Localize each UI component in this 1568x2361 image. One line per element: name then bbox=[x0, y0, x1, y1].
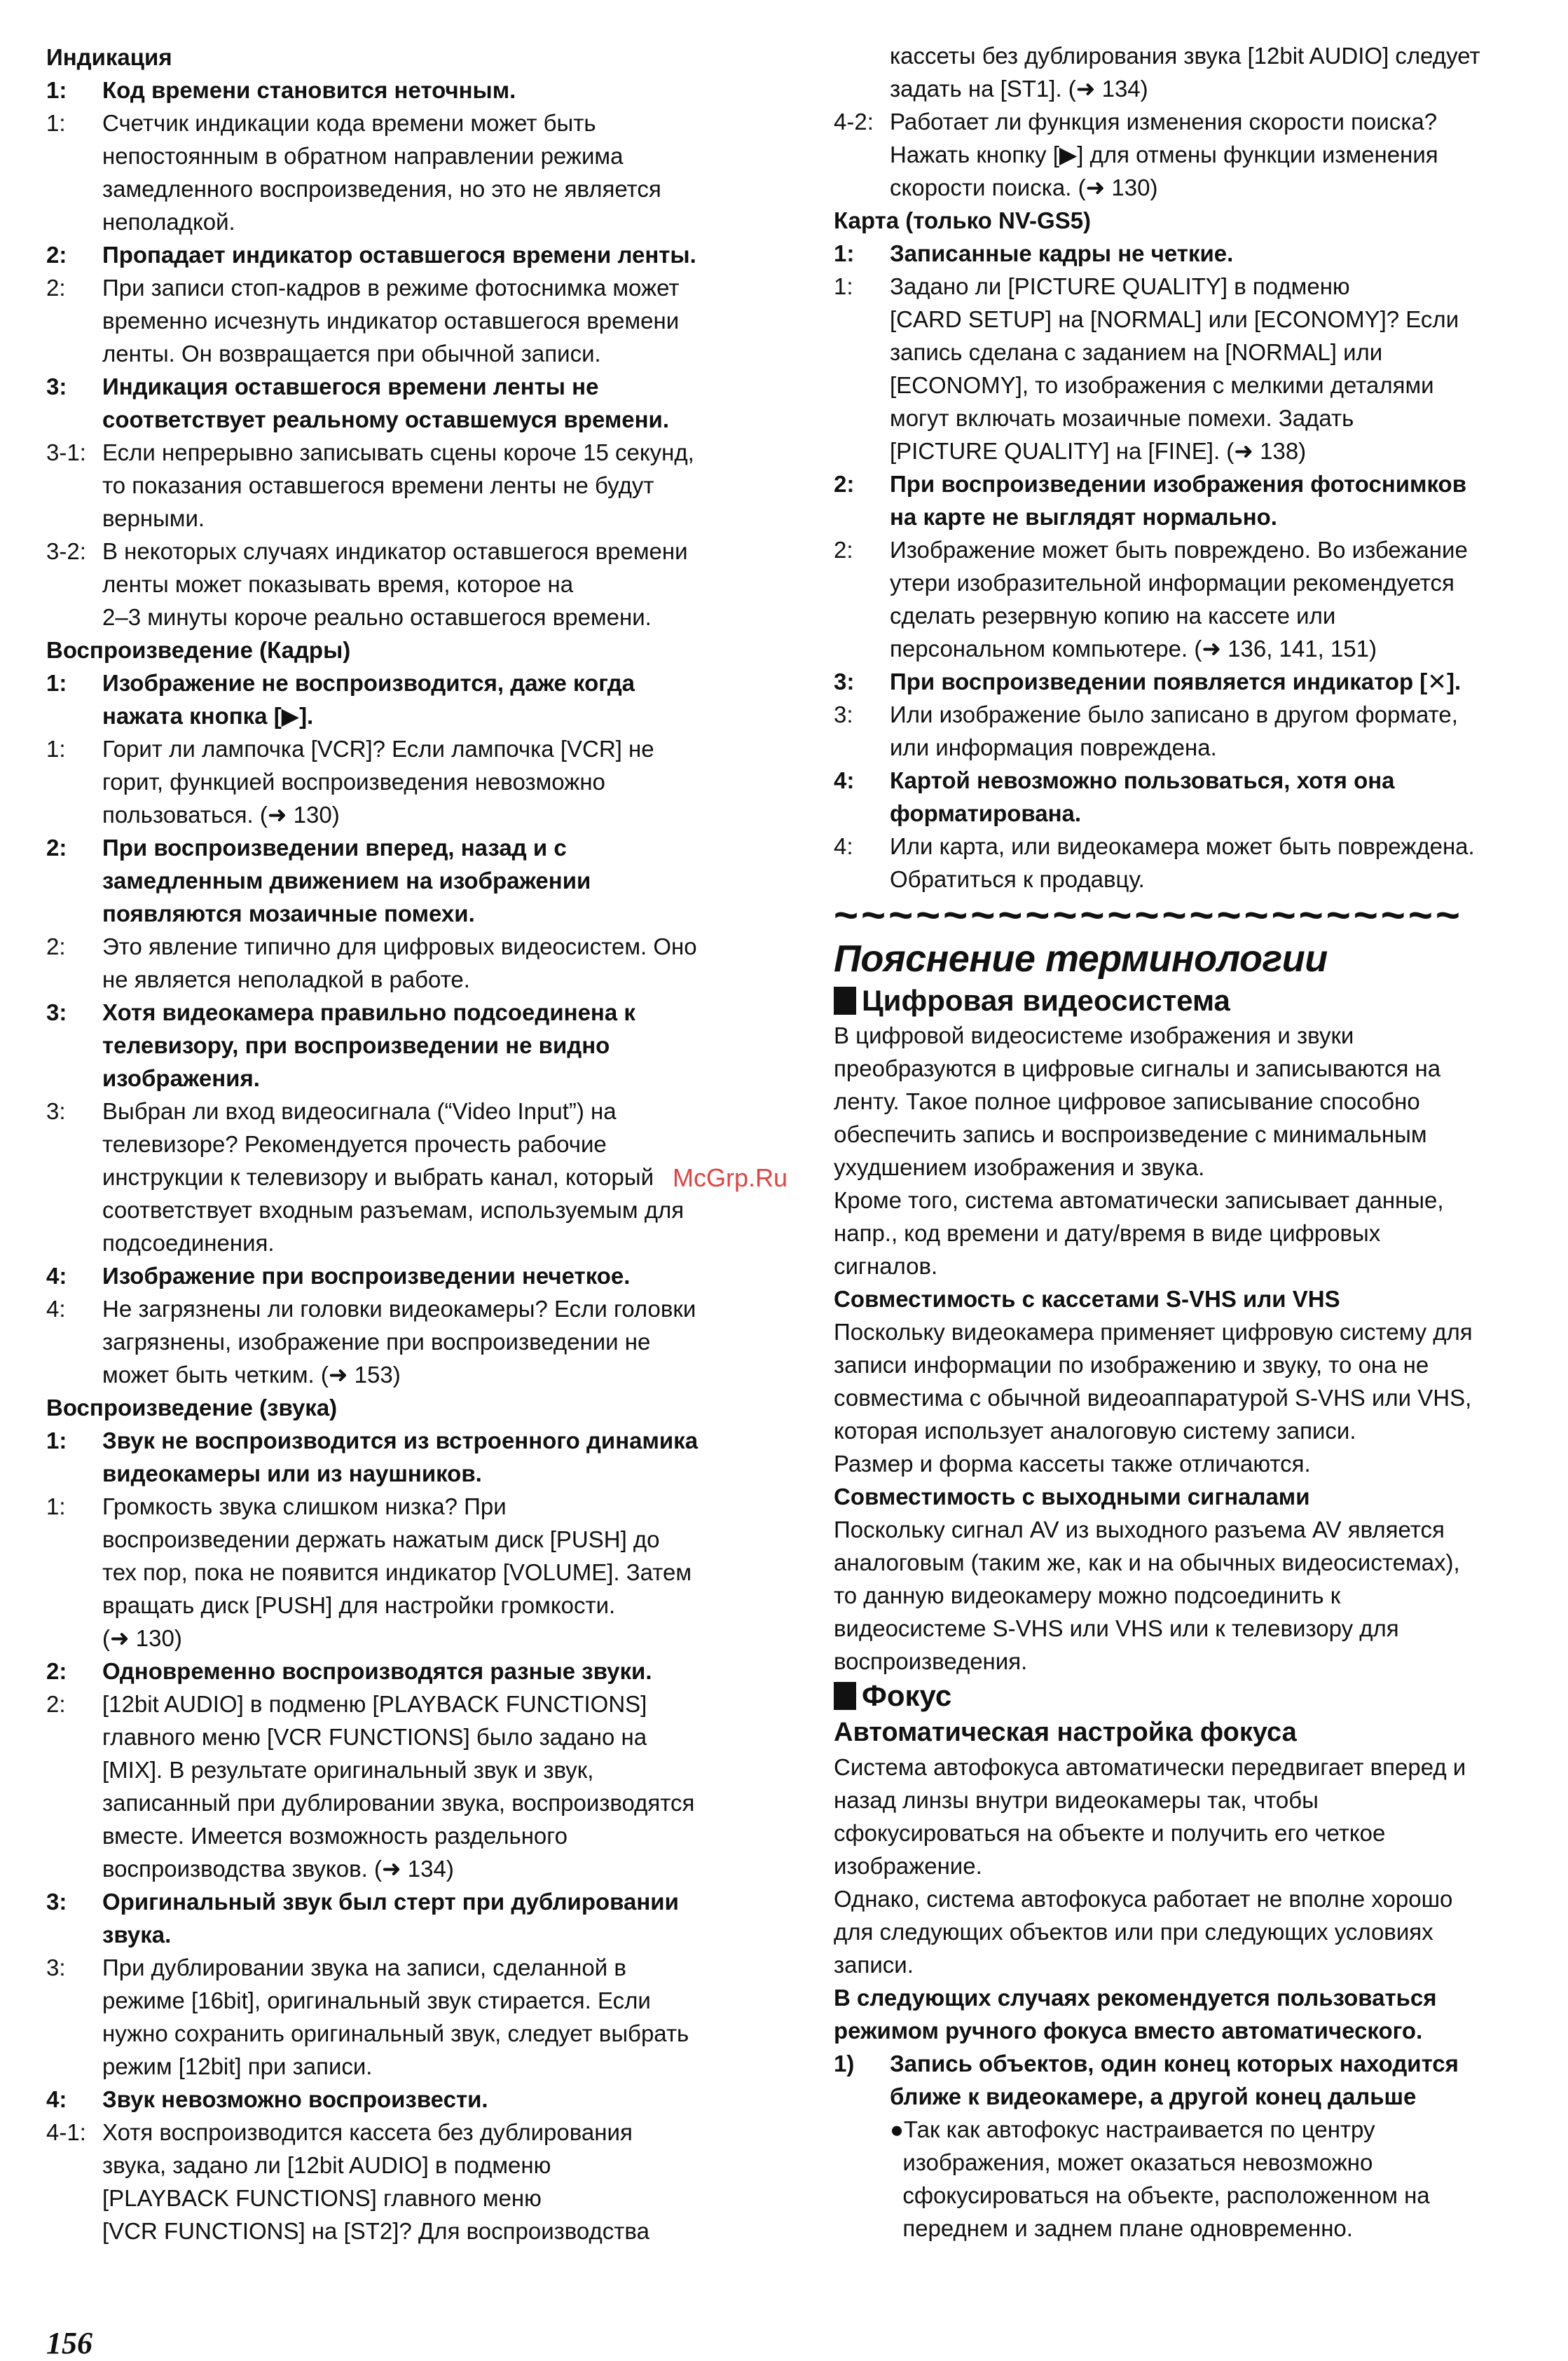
section-heading: Воспроизведение (звука) bbox=[46, 1395, 338, 1421]
entry-text bbox=[890, 467, 1534, 533]
entry-line: пользоваться. (➜ 130) bbox=[102, 802, 340, 828]
paragraph-line: напр., код времени и дату/время в виде цифровых bbox=[834, 1220, 1381, 1246]
entry-line: [PICTURE QUALITY] на [FINE]. (➜ 138) bbox=[890, 438, 1307, 464]
entry-number: 3: bbox=[834, 702, 853, 727]
entry-text bbox=[102, 996, 768, 1095]
entry-line: кассеты без дублирования звука [12bit AUDIO] следует bbox=[890, 43, 1480, 69]
paragraph-line: Поскольку видеокамера применяет цифровую систему для bbox=[834, 1319, 1473, 1345]
paragraph-line: то данную видеокамеру можно подсоединить к bbox=[834, 1582, 1341, 1608]
entry-text bbox=[102, 535, 768, 634]
entry-line: Изображение может быть повреждено. Во избежание bbox=[890, 537, 1468, 563]
entry-line: Хотя воспроизводится кассета без дублирования bbox=[102, 2119, 633, 2145]
question-entry bbox=[46, 831, 768, 930]
entry-line: телевизоре? Рекомендуется прочесть рабочие bbox=[102, 1131, 607, 1157]
terminology-title: Пояснение терминологии bbox=[834, 938, 1328, 980]
black-square-icon bbox=[834, 1682, 856, 1710]
question-entry bbox=[46, 666, 768, 732]
entry-text bbox=[890, 2047, 1534, 2113]
entry-line: Одновременно воспроизводятся разные звуки. bbox=[102, 1658, 652, 1684]
entry-number: 3: bbox=[834, 669, 855, 694]
answer-entry bbox=[46, 1490, 768, 1655]
entry-line: [PLAYBACK FUNCTIONS] главного меню bbox=[102, 2185, 542, 2211]
entry-number: 4: bbox=[46, 1296, 66, 1322]
entry-number: 2: bbox=[46, 275, 66, 301]
answer-entry bbox=[834, 698, 1534, 764]
entry-number: 3-1: bbox=[46, 439, 86, 465]
entry-text bbox=[102, 271, 768, 370]
entry-line: тех пор, пока не появится индикатор [VOLUME]. Затем bbox=[102, 1559, 692, 1585]
answer-entry bbox=[46, 1292, 768, 1391]
entry-line: При воспроизведении вперед, назад и с bbox=[102, 835, 567, 861]
answer-entry bbox=[46, 1095, 768, 1259]
entry-line: не является неполадкой в работе. bbox=[102, 966, 470, 992]
question-entry bbox=[46, 74, 768, 107]
right-column bbox=[834, 39, 1534, 2245]
answer-entry bbox=[46, 107, 768, 238]
entry-number: 3: bbox=[46, 1098, 66, 1124]
answer-entry bbox=[46, 732, 768, 831]
term-heading bbox=[834, 983, 1534, 1019]
entry-line: [ECONOMY], то изображения с мелкими деталями bbox=[890, 372, 1434, 398]
entry-text bbox=[890, 237, 1534, 270]
entry-text bbox=[102, 1292, 768, 1391]
paragraph-line: Система автофокуса автоматически передвигает вперед и bbox=[834, 1754, 1466, 1780]
answer-entry bbox=[834, 270, 1534, 467]
entry-line: Счетчик индикации кода времени может быть bbox=[102, 110, 596, 136]
entry-number: 3: bbox=[46, 374, 67, 399]
paragraph-line: для следующих объектов или при следующих условиях bbox=[834, 1919, 1433, 1945]
entry-number bbox=[834, 39, 890, 105]
entry-line: ближе к видеокамере, а другой конец дальше bbox=[890, 2083, 1417, 2109]
entry-text bbox=[102, 2083, 768, 2116]
entry-line: главного меню [VCR FUNCTIONS] было задано на bbox=[102, 1724, 647, 1750]
entry-text bbox=[890, 830, 1534, 896]
entry-text bbox=[102, 370, 768, 436]
entry-number: 1: bbox=[46, 670, 67, 696]
answer-entry bbox=[46, 436, 768, 535]
question-entry bbox=[46, 996, 768, 1095]
entry-number: 4: bbox=[46, 2086, 67, 2112]
entry-line: вращать диск [PUSH] для настройки громкости. bbox=[102, 1592, 616, 1618]
page-number: 156 bbox=[46, 2326, 92, 2360]
entry-line: записанный при дублировании звука, воспроизводятся bbox=[102, 1790, 695, 1816]
section-heading: Карта (только NV-GS5) bbox=[834, 207, 1092, 233]
term-heading bbox=[834, 1678, 1534, 1714]
term-heading-text: Фокус bbox=[862, 1679, 952, 1712]
question-entry bbox=[834, 2047, 1534, 2113]
entry-line: сделать резервную копию на кассете или bbox=[890, 603, 1336, 629]
entry-line: инструкции к телевизору и выбрать канал, который bbox=[102, 1164, 654, 1190]
entry-line: При воспроизведении появляется индикатор [✕]. bbox=[890, 669, 1462, 694]
entry-line: нажата кнопка [▶]. bbox=[102, 703, 314, 729]
entry-line: может быть четким. (➜ 153) bbox=[102, 1362, 401, 1388]
entry-text bbox=[102, 1951, 768, 2083]
paragraph bbox=[834, 1019, 1534, 1282]
entry-line: Обратиться к продавцу. bbox=[890, 866, 1145, 892]
bullet-item bbox=[834, 2113, 1534, 2245]
entry-line: При воспроизведении изображения фотоснимков bbox=[890, 471, 1466, 497]
entry-line: (➜ 130) bbox=[102, 1625, 182, 1651]
entry-text bbox=[102, 1885, 768, 1951]
entry-line: задать на [ST1]. (➜ 134) bbox=[890, 76, 1148, 102]
paragraph bbox=[834, 1315, 1534, 1480]
entry-line: нужно сохранить оригинальный звук, следует выбрать bbox=[102, 2020, 689, 2046]
entry-text bbox=[102, 1095, 768, 1259]
paragraph-line: В следующих случаях рекомендуется пользоваться bbox=[834, 1985, 1437, 2011]
entry-line: 2–3 минуты короче реально оставшегося времени. bbox=[102, 604, 652, 630]
entry-line: неполадкой. bbox=[102, 209, 235, 235]
entry-line: [MIX]. В результате оригинальный звук и звук, bbox=[102, 1757, 594, 1783]
entry-number: 2: bbox=[46, 933, 66, 959]
question-entry bbox=[46, 238, 768, 271]
bullet-line: переднем и заднем плане одновременно. bbox=[890, 2215, 1353, 2241]
entry-text bbox=[102, 238, 768, 271]
paragraph-line: сигналов. bbox=[834, 1253, 938, 1279]
entry-number: 1: bbox=[46, 77, 67, 103]
entry-line: Или карта, или видеокамера может быть повреждена. bbox=[890, 833, 1475, 859]
entry-line: изображения. bbox=[102, 1065, 260, 1091]
paragraph-line: Кроме того, система автоматически записывает данные, bbox=[834, 1187, 1444, 1213]
answer-entry bbox=[834, 533, 1534, 665]
entry-line: горит, функцией воспроизведения невозможно bbox=[102, 769, 605, 795]
entry-line: временно исчезнуть индикатор оставшегося времени bbox=[102, 308, 680, 334]
entry-line: запись сделана с заданием на [NORMAL] или bbox=[890, 339, 1383, 365]
left-column bbox=[46, 41, 768, 2247]
question-entry bbox=[46, 1655, 768, 1688]
entry-line: Записанные кадры не четкие. bbox=[890, 240, 1234, 266]
paragraph-line: совместима с обычной видеоаппаратурой S-VHS или VHS, bbox=[834, 1385, 1472, 1411]
entry-line: подсоединения. bbox=[102, 1230, 275, 1256]
entry-line: режиме [16bit], оригинальный звук стирается. Если bbox=[102, 1987, 651, 2013]
entry-line: Горит ли лампочка [VCR]? Если лампочка [VCR] не bbox=[102, 736, 654, 762]
entry-line: Запись объектов, один конец которых находится bbox=[890, 2051, 1459, 2076]
entry-line: Звук невозможно воспроизвести. bbox=[102, 2086, 488, 2112]
entry-line: Оригинальный звук был стерт при дублировании bbox=[102, 1889, 679, 1915]
entry-line: Изображение не воспроизводится, даже когда bbox=[102, 670, 635, 696]
section-heading: Воспроизведение (Кадры) bbox=[46, 637, 351, 663]
entry-line: вместе. Имеется возможность раздельного bbox=[102, 1823, 568, 1849]
answer-entry bbox=[834, 39, 1534, 105]
entry-number: 4-1: bbox=[46, 2119, 86, 2145]
question-entry bbox=[834, 665, 1534, 698]
paragraph-line: изображение. bbox=[834, 1853, 982, 1879]
entry-text bbox=[890, 698, 1534, 764]
entry-line: Картой невозможно пользоваться, хотя она bbox=[890, 767, 1395, 793]
question-entry bbox=[834, 764, 1534, 830]
entry-line: Если непрерывно записывать сцены короче 15 секунд, bbox=[102, 439, 694, 465]
entry-line: замедленным движением на изображении bbox=[102, 868, 591, 894]
paragraph-line: Однако, система автофокуса работает не вполне хорошо bbox=[834, 1886, 1453, 1912]
entry-line: [VCR FUNCTIONS] на [ST2]? Для воспроизводства bbox=[102, 2218, 649, 2244]
paragraph-line: ленту. Такое полное цифровое записывание способно bbox=[834, 1088, 1420, 1114]
entry-line: соответствует реальному оставшемуся времени. bbox=[102, 406, 670, 432]
entry-text bbox=[890, 665, 1534, 698]
entry-line: воспроизведении держать нажатым диск [PUSH] до bbox=[102, 1526, 660, 1552]
entry-line: появляются мозаичные помехи. bbox=[102, 901, 475, 926]
entry-line: телевизору, при воспроизведении не видно bbox=[102, 1032, 610, 1058]
entry-line: Громкость звука слишком низка? При bbox=[102, 1493, 507, 1519]
entry-line: [CARD SETUP] на [NORMAL] или [ECONOMY]? Если bbox=[890, 306, 1459, 332]
answer-entry bbox=[834, 105, 1534, 204]
entry-line: то показания оставшегося времени ленты не будут bbox=[102, 472, 654, 498]
entry-line: форматирована. bbox=[890, 800, 1082, 826]
answer-entry bbox=[834, 830, 1534, 896]
entry-number: 4: bbox=[834, 833, 853, 859]
black-square-icon bbox=[834, 987, 856, 1015]
entry-line: звука. bbox=[102, 1922, 172, 1948]
answer-entry bbox=[46, 535, 768, 634]
entry-number: 4: bbox=[834, 767, 855, 793]
paragraph bbox=[834, 1751, 1534, 1981]
question-entry bbox=[834, 467, 1534, 533]
entry-text bbox=[102, 1688, 768, 1885]
entry-text bbox=[890, 270, 1534, 467]
paragraph-line: Размер и форма кассеты также отличаются. bbox=[834, 1451, 1311, 1477]
question-entry bbox=[46, 370, 768, 436]
watermark: McGrp.Ru bbox=[673, 1163, 788, 1192]
answer-entry bbox=[46, 1688, 768, 1885]
entry-line: Не загрязнены ли головки видеокамеры? Если головки bbox=[102, 1296, 696, 1322]
entry-text bbox=[102, 732, 768, 831]
entry-number: 2: bbox=[834, 537, 853, 563]
section-heading: Индикация bbox=[46, 44, 172, 70]
paragraph-line: воспроизведения. bbox=[834, 1648, 1028, 1674]
entry-number: 3: bbox=[46, 1889, 67, 1915]
paragraph-line: В цифровой видеосистеме изображения и звуки bbox=[834, 1022, 1354, 1048]
entry-line: Выбран ли вход видеосигнала (“Video Input”) на bbox=[102, 1098, 617, 1124]
section-heading: Совместимость с кассетами S-VHS или VHS bbox=[834, 1286, 1340, 1312]
bullet-line: ●Так как автофокус настраивается по центру bbox=[890, 2116, 1375, 2142]
entry-number: 1: bbox=[834, 273, 853, 299]
entry-line: Звук не воспроизводится из встроенного динамика bbox=[102, 1428, 699, 1453]
entry-text bbox=[890, 39, 1534, 105]
question-entry bbox=[834, 237, 1534, 270]
answer-entry bbox=[46, 930, 768, 996]
entry-text bbox=[102, 74, 768, 107]
entry-line: Изображение при воспроизведении нечеткое. bbox=[102, 1263, 631, 1289]
entry-text bbox=[102, 1655, 768, 1688]
entry-line: Нажать кнопку [▶] для отмены функции изменения bbox=[890, 142, 1438, 167]
entry-text bbox=[102, 1259, 768, 1292]
entry-text bbox=[102, 107, 768, 238]
entry-text bbox=[890, 533, 1534, 665]
entry-number: 4: bbox=[46, 1263, 67, 1289]
entry-line: При дублировании звука на записи, сделанной в bbox=[102, 1955, 626, 1980]
entry-line: утери изобразительной информации рекомендуется bbox=[890, 570, 1454, 596]
bullet-line: изображения, может оказаться невозможно bbox=[890, 2149, 1373, 2175]
entry-line: соответствует входным разъемам, используемым для bbox=[102, 1197, 685, 1223]
answer-entry bbox=[46, 271, 768, 370]
entry-number: 2: bbox=[46, 242, 67, 268]
entry-line: Индикация оставшегося времени ленты не bbox=[102, 374, 599, 399]
entry-number: 1: bbox=[46, 736, 66, 762]
entry-line: ленты может показывать время, которое на bbox=[102, 571, 574, 597]
question-entry bbox=[46, 1885, 768, 1951]
entry-line: Работает ли функция изменения скорости поиска? bbox=[890, 109, 1438, 135]
entry-line: или информация повреждена. bbox=[890, 734, 1217, 760]
paragraph-line: сфокусироваться на объекте и получить его четкое bbox=[834, 1820, 1386, 1846]
entry-text bbox=[102, 1490, 768, 1655]
question-entry bbox=[46, 1424, 768, 1490]
entry-number: 1: bbox=[46, 1493, 66, 1519]
decorative-divider: ~~~~~~~~~~~~~~~~~~~~~~~ bbox=[834, 900, 1463, 935]
entry-number: 2: bbox=[46, 1691, 66, 1717]
entry-number: 2: bbox=[46, 1658, 67, 1684]
entry-line: Хотя видеокамера правильно подсоединена к bbox=[102, 999, 635, 1025]
entry-number: 2: bbox=[46, 835, 67, 861]
entry-text bbox=[102, 436, 768, 535]
paragraph-line: Поскольку сигнал AV из выходного разъема AV является bbox=[834, 1517, 1445, 1542]
entry-line: скорости поиска. (➜ 130) bbox=[890, 174, 1158, 200]
paragraph-line: режимом ручного фокуса вместо автоматического. bbox=[834, 2018, 1423, 2044]
entry-text bbox=[890, 764, 1534, 830]
entry-line: воспроизводства звуков. (➜ 134) bbox=[102, 1856, 454, 1882]
paragraph-line: записи. bbox=[834, 1952, 914, 1978]
entry-line: видеокамеры или из наушников. bbox=[102, 1460, 482, 1486]
entry-number: 2: bbox=[834, 471, 855, 497]
entry-line: Пропадает индикатор оставшегося времени ленты. bbox=[102, 242, 696, 268]
paragraph-line: назад линзы внутри видеокамеры так, чтобы bbox=[834, 1787, 1319, 1813]
entry-text bbox=[102, 1424, 768, 1490]
entry-number: 1) bbox=[834, 2051, 855, 2076]
entry-line: звука, задано ли [12bit AUDIO] в подменю bbox=[102, 2152, 551, 2178]
paragraph-line: видеосистеме S-VHS или VHS или к телевизору для bbox=[834, 1615, 1399, 1641]
entry-line: замедленного воспроизведения, но это не является bbox=[102, 176, 661, 202]
entry-line: В некоторых случаях индикатор оставшегося времени bbox=[102, 538, 688, 564]
entry-text bbox=[102, 930, 768, 996]
paragraph-line: аналоговым (таким же, как и на обычных видеосистемах), bbox=[834, 1549, 1460, 1575]
entry-number: 4-2: bbox=[834, 109, 874, 135]
question-entry bbox=[46, 2083, 768, 2116]
paragraph bbox=[834, 1513, 1534, 1678]
paragraph-line: преобразуются в цифровые сигналы и записываются на bbox=[834, 1055, 1441, 1081]
entry-line: режим [12bit] при записи. bbox=[102, 2053, 373, 2079]
paragraph-line: ухудшением изображения и звука. bbox=[834, 1154, 1205, 1180]
entry-line: Это явление типично для цифровых видеосистем. Оно bbox=[102, 933, 697, 959]
entry-line: верными. bbox=[102, 505, 205, 531]
answer-entry bbox=[46, 2116, 768, 2247]
entry-line: загрязнены, изображение при воспроизведении не bbox=[102, 1329, 651, 1355]
entry-line: Или изображение было записано в другом формате, bbox=[890, 702, 1458, 727]
paragraph-line: обеспечить запись и воспроизведение с минимальным bbox=[834, 1121, 1427, 1147]
paragraph bbox=[834, 1981, 1534, 2047]
entry-number: 1: bbox=[46, 110, 66, 136]
entry-line: Код времени становится неточным. bbox=[102, 77, 516, 103]
entry-line: могут включать мозаичные помехи. Задать bbox=[890, 405, 1354, 431]
term-heading-text: Цифровая видеосистема bbox=[862, 984, 1230, 1017]
entry-line: [12bit AUDIO] в подменю [PLAYBACK FUNCTIONS] bbox=[102, 1691, 647, 1717]
question-entry bbox=[46, 1259, 768, 1292]
entry-line: При записи стоп-кадров в режиме фотоснимка может bbox=[102, 275, 680, 301]
answer-entry bbox=[46, 1951, 768, 2083]
entry-line: на карте не выглядят нормально. bbox=[890, 504, 1277, 530]
entry-text bbox=[102, 831, 768, 930]
entry-text bbox=[102, 666, 768, 732]
sub-heading: Автоматическая настройка фокуса bbox=[834, 1718, 1297, 1747]
entry-line: непостоянным в обратном направлении режима bbox=[102, 143, 624, 169]
entry-number: 3-2: bbox=[46, 538, 86, 564]
entry-number: 3: bbox=[46, 999, 67, 1025]
section-heading: Совместимость с выходными сигналами bbox=[834, 1484, 1310, 1510]
bullet-line: сфокусироваться на объекте, расположенном на bbox=[890, 2182, 1430, 2208]
entry-line: персональном компьютере. (➜ 136, 141, 151) bbox=[890, 636, 1377, 662]
paragraph-line: которая использует аналоговую систему записи. bbox=[834, 1418, 1356, 1444]
paragraph-line: записи информации по изображению и звуку, то она не bbox=[834, 1352, 1429, 1378]
entry-number: 1: bbox=[46, 1428, 67, 1453]
entry-line: ленты. Он возвращается при обычной записи. bbox=[102, 341, 601, 367]
entry-text bbox=[102, 2116, 768, 2247]
entry-number: 3: bbox=[46, 1955, 66, 1980]
entry-number: 1: bbox=[834, 240, 855, 266]
entry-line: Задано ли [PICTURE QUALITY] в подменю bbox=[890, 273, 1350, 299]
entry-text bbox=[890, 105, 1534, 204]
